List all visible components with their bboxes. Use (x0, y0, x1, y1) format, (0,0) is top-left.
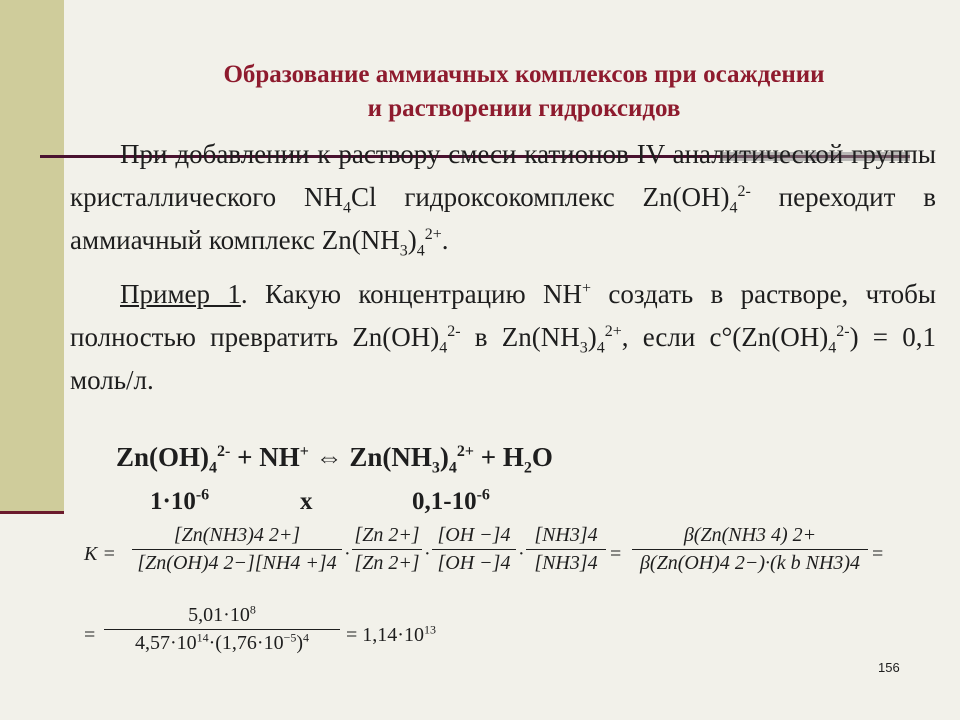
reaction-equation: $Zn(OH)_4^{2-} + NH^+$ ⇔ $Zn(NH_3)_4^{2+} + H_2O$ (116, 442, 553, 477)
example-label: Пример 1 (120, 279, 241, 309)
slide-title (70, 58, 960, 126)
page-number: 156 (878, 660, 900, 675)
paragraph-example: Пример 1. Какую концентрацию NH+ создать в растворе, чтобы полностью превратить $Zn(OH)_4^{2-}$ в $Zn(NH_3)_4^{2+}$, если $c^\circ(Zn(OH)_4^{2-}) = 0,1$ моль/л. (70, 279, 937, 395)
dot-2: · (424, 543, 431, 565)
sidebar-divider (0, 511, 64, 514)
fraction-1: [Zn(NH3)4 2+] [Zn(OH)4 2−][NH4 +]4 (132, 524, 342, 575)
dot-3: · (518, 543, 525, 565)
result-value: = $1,14\cdot 10^{13}$ (346, 622, 436, 646)
conc-zn-oh: $1\cdot 10^{-6}$ (150, 486, 210, 515)
fraction-4: [NH3]4 [NH3]4 (526, 524, 606, 575)
title-line-2: и растворении гидроксидов (367, 95, 681, 122)
slide-body (70, 133, 936, 402)
fraction-5: β(Zn(NH3 4) 2+ β(Zn(OH)4 2−)·(k b NH3)4 (632, 524, 868, 575)
conc-nh3: $0,1-10^{-6}$ (412, 486, 490, 515)
paragraph-intro: При добавлении к раствору смеси катионов IV аналитической группы кристаллического $NH_4Cl$ гидроксокомплекс $Zn(OH)_4^{2-}$ переходит в аммиачный комплекс $Zn(NH_3)_4^{2+}$. (70, 139, 936, 260)
equals-1: = (610, 543, 622, 565)
k-label: K = (84, 543, 116, 565)
conc-x: x (300, 488, 313, 515)
equals-3: = (84, 624, 96, 646)
numeric-fraction: $5,01\cdot 10^8$ $4,57\cdot 10^{14}\cdot(1,76\cdot 10^{-5})^4$ (104, 604, 340, 655)
equals-2: = (872, 543, 884, 565)
title-line-1: Образование аммиачных комплексов при осаждении (223, 61, 825, 88)
dot-1: · (344, 543, 351, 565)
fraction-2: [Zn 2+] [Zn 2+] (352, 524, 422, 575)
left-decor-bar (0, 0, 64, 512)
fraction-3: [OH −]4 [OH −]4 (432, 524, 516, 575)
